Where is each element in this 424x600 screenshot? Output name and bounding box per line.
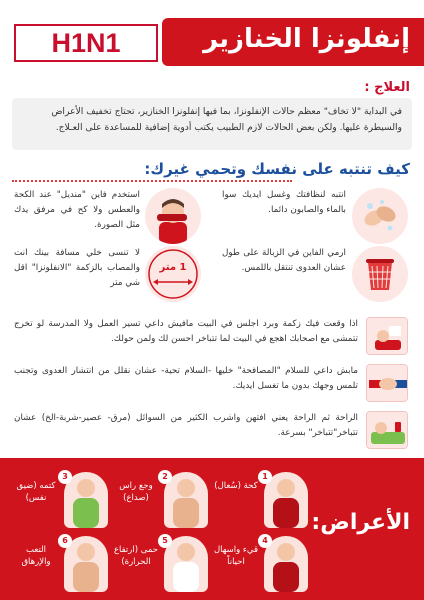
- sneeze-elbow-icon: [145, 188, 201, 244]
- title-band: [162, 18, 424, 66]
- symptom-number: 6: [58, 534, 72, 548]
- distance-icon: [145, 246, 201, 302]
- meter-label: 1 متر: [159, 262, 187, 273]
- symptom-label: حمى (ارتفاع الحرارة): [113, 545, 159, 567]
- symptom-number: 2: [158, 470, 172, 484]
- protect-title: كيف تنتبه على نفسك وتحمي غيرك:: [144, 160, 410, 178]
- symptom-headache: [112, 470, 208, 530]
- symptom-number: 5: [158, 534, 172, 548]
- symptom-fatigue: [12, 534, 108, 594]
- dotted-divider: [12, 180, 292, 182]
- symptom-label: قيء واسهال احياناً: [213, 545, 259, 567]
- rest-icon: [366, 411, 408, 449]
- symptom-number: 4: [258, 534, 272, 548]
- treatment-title: العلاج :: [364, 80, 410, 95]
- tip-stay-home: اذا وقعت فيك زكمة وبرد اجلس في البيت مافيش داعي تسير العمل ولا المدرسة لو تخرج تتمشى مع اصحابك اهجع في البيت لما تتباخر احسن لك ولمن حولك.: [14, 319, 358, 344]
- symptom-number: 3: [58, 470, 72, 484]
- symptom-label: وجع راس (صداع): [119, 481, 153, 503]
- symptom-number: 1: [258, 470, 272, 484]
- symptom-fever: [112, 534, 208, 594]
- symptom-cough: [212, 470, 308, 530]
- treatment-text: في البداية "لا تخاف" معظم حالات الإنفلونزا، بما فيها إنفلونزا الخنازير، تحتاج تخفيف الأعراض والسيطرة عليها. ولكن بعض الحالات لازم الطبيب يكتب أدوية إضافية للمساعدة على العـلاج.: [12, 98, 412, 150]
- tip-bin: ارمي الفاين في الزبالة على طول عشان العدوى تنتقل باللمس.: [222, 248, 346, 273]
- symptom-label: التعب والإرهاق: [21, 545, 51, 567]
- tip-distance: لا تنسى خلي مسافة بينك انت والمصاب بالزكمة "الانفلونزا" اقل شي متر: [14, 248, 140, 288]
- symptom-shortness-of-breath: [12, 470, 108, 530]
- symptom-label: كحة (سُعال): [214, 481, 258, 491]
- symptom-label: كتمه (ضيق نفس): [16, 481, 56, 503]
- symptom-vomiting: [212, 534, 308, 594]
- symptoms-panel: [0, 458, 424, 600]
- symptoms-title: الأعراض:: [311, 510, 410, 535]
- handshake-icon: [366, 364, 408, 402]
- tip-rest: الراحة ثم الراحة يعني افتهن واشرب الكثير من السوائل (مرق- عصير-شربة-الخ) عشان تتباخر"تتباخر" بسرعة.: [14, 413, 358, 438]
- trash-bin-icon: [352, 246, 408, 302]
- header: [0, 0, 424, 70]
- page-title: إنفلونزا الخنازير: [203, 24, 410, 54]
- tip-tissue: استخدم فاين "منديل" عند الكحة والعطس ولا كح في مرفق يدك مثل الصورة.: [14, 190, 140, 230]
- tip-no-handshake: مابش داعي للسلام "المصافحة" خليها -السلام تحية- عشان نقلل من انتشار العدوى وتجنب تلمس وجهك بدون ما تغسل ايديك.: [14, 366, 358, 391]
- tip-handwash: انتبه لنظافتك وغسل ايديك سوا بالماء والصابون دائما.: [222, 190, 346, 215]
- stay-home-icon: [366, 317, 408, 355]
- handwash-icon: [352, 188, 408, 244]
- h1n1-badge: H1N1: [14, 24, 158, 62]
